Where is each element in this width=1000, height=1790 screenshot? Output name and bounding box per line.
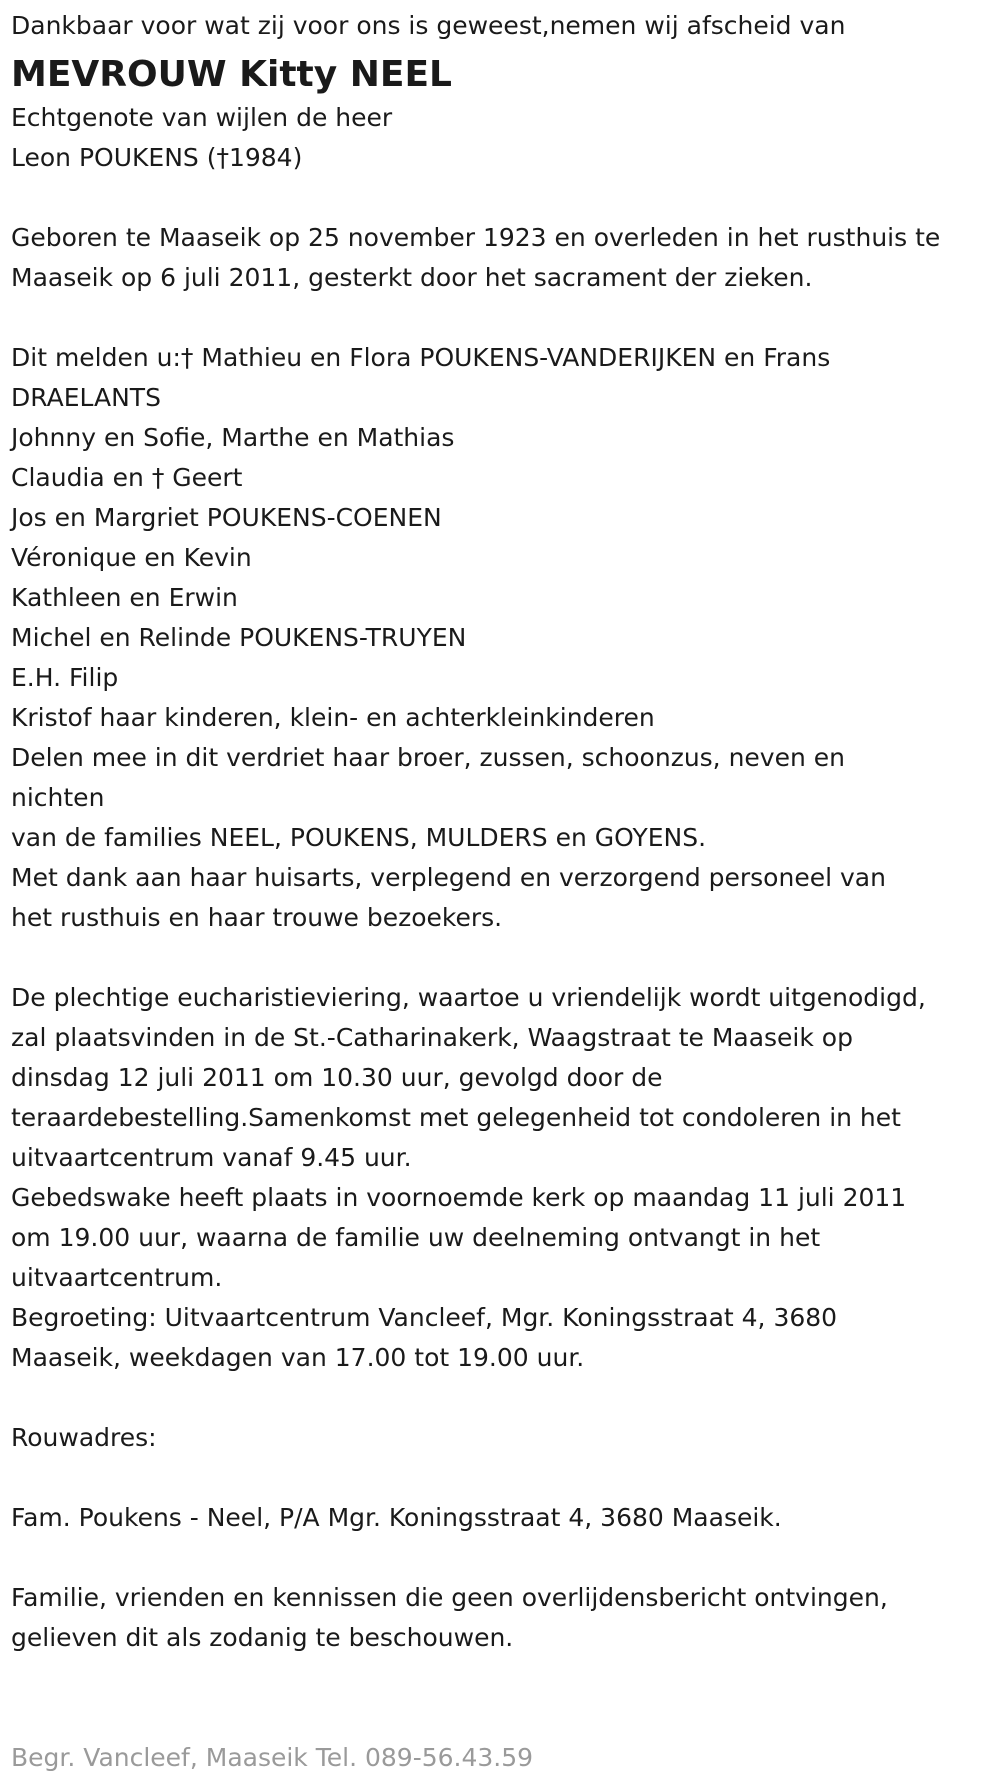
family-line: Delen mee in dit verdriet haar broer, zussen, schoonzus, neven en bbox=[11, 743, 845, 772]
ceremony-line: zal plaatsvinden in de St.-Catharinakerk, Waagstraat te Maaseik op bbox=[11, 1023, 853, 1052]
family-line: DRAELANTS bbox=[11, 383, 161, 412]
family-line: Claudia en † Geert bbox=[11, 463, 243, 492]
spouse-line: Echtgenote van wijlen de heer bbox=[11, 103, 393, 132]
family-line: E.H. Filip bbox=[11, 663, 119, 692]
ceremony-line: uitvaartcentrum. bbox=[11, 1263, 223, 1292]
deceased-name: MEVROUW Kitty NEEL bbox=[11, 54, 452, 95]
ceremony-line: De plechtige eucharistieviering, waartoe u vriendelijk wordt uitgenodigd, bbox=[11, 983, 926, 1012]
paragraph-spacer bbox=[11, 938, 996, 978]
family-line: Dit melden u:† Mathieu en Flora POUKENS-VANDERIJKEN en Frans bbox=[11, 343, 831, 372]
obituary-notice bbox=[11, 6, 996, 1658]
paragraph-spacer bbox=[11, 1538, 996, 1578]
family-line: van de families NEEL, POUKENS, MULDERS en GOYENS. bbox=[11, 823, 707, 852]
ceremony-line: om 19.00 uur, waarna de familie uw deelneming ontvangt in het bbox=[11, 1223, 821, 1252]
mourning-address: Fam. Poukens - Neel, P/A Mgr. Koningsstraat 4, 3680 Maaseik. bbox=[11, 1503, 782, 1532]
ceremony-line: Begroeting: Uitvaartcentrum Vancleef, Mgr. Koningsstraat 4, 3680 bbox=[11, 1303, 838, 1332]
family-line: Kathleen en Erwin bbox=[11, 583, 238, 612]
paragraph-spacer bbox=[11, 298, 996, 338]
family-line: Véronique en Kevin bbox=[11, 543, 252, 572]
spouse-name-line: Leon POUKENS (†1984) bbox=[11, 143, 303, 172]
family-line: nichten bbox=[11, 783, 105, 812]
closing-line: Familie, vrienden en kennissen die geen overlijdensbericht ontvingen, bbox=[11, 1583, 888, 1612]
funeral-home-footer: Begr. Vancleef, Maaseik Tel. 089-56.43.59 bbox=[11, 1743, 534, 1772]
family-line: Met dank aan haar huisarts, verplegend en verzorgend personeel van bbox=[11, 863, 886, 892]
ceremony-line: teraardebestelling.Samenkomst met gelegenheid tot condoleren in het bbox=[11, 1103, 901, 1132]
family-line: het rusthuis en haar trouwe bezoekers. bbox=[11, 903, 503, 932]
family-line: Kristof haar kinderen, klein- en achterkleinkinderen bbox=[11, 703, 655, 732]
birth-death-line: Geboren te Maaseik op 25 november 1923 en overleden in het rusthuis te bbox=[11, 223, 941, 252]
paragraph-spacer bbox=[11, 1458, 996, 1498]
ceremony-line: Maaseik, weekdagen van 17.00 tot 19.00 uur. bbox=[11, 1343, 585, 1372]
mourning-address-label: Rouwadres: bbox=[11, 1423, 157, 1452]
ceremony-line: uitvaartcentrum vanaf 9.45 uur. bbox=[11, 1143, 412, 1172]
intro-text: Dankbaar voor wat zij voor ons is geweest,nemen wij afscheid van bbox=[11, 11, 846, 40]
birth-death-line: Maaseik op 6 juli 2011, gesterkt door het sacrament der zieken. bbox=[11, 263, 813, 292]
ceremony-line: dinsdag 12 juli 2011 om 10.30 uur, gevolgd door de bbox=[11, 1063, 663, 1092]
paragraph-spacer bbox=[11, 1378, 996, 1418]
closing-line: gelieven dit als zodanig te beschouwen. bbox=[11, 1623, 514, 1652]
family-line: Johnny en Sofie, Marthe en Mathias bbox=[11, 423, 455, 452]
family-line: Jos en Margriet POUKENS-COENEN bbox=[11, 503, 442, 532]
paragraph-spacer bbox=[11, 178, 996, 218]
family-line: Michel en Relinde POUKENS-TRUYEN bbox=[11, 623, 467, 652]
ceremony-line: Gebedswake heeft plaats in voornoemde kerk op maandag 11 juli 2011 bbox=[11, 1183, 907, 1212]
